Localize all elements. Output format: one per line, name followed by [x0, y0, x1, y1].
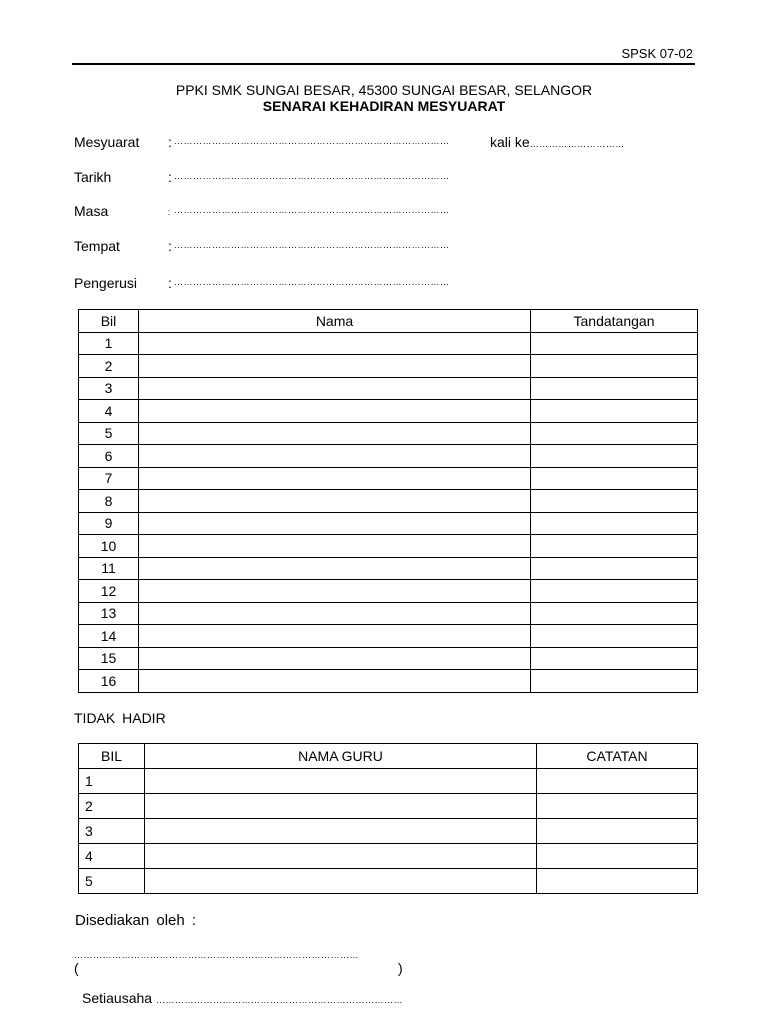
name-cell[interactable] — [139, 400, 531, 423]
row-number: 8 — [79, 490, 139, 513]
field-colon: : — [168, 208, 171, 217]
row-number: 1 — [79, 769, 145, 794]
signature-cell[interactable] — [531, 445, 698, 468]
remarks-cell[interactable] — [537, 869, 698, 894]
row-number: 11 — [79, 557, 139, 580]
name-cell[interactable] — [139, 557, 531, 580]
name-paren-close: ) — [398, 960, 403, 976]
table-row — [79, 819, 698, 844]
name-cell[interactable] — [139, 647, 531, 670]
field-colon: : — [168, 275, 172, 291]
attendance-rows — [79, 332, 698, 692]
absent-rows — [79, 769, 698, 894]
prepared-by-label: Disediakan oleh : — [75, 912, 197, 929]
fill-line[interactable]: …………………………………………………………………………… — [174, 171, 450, 181]
signature-cell[interactable] — [531, 400, 698, 423]
absent-table — [78, 743, 698, 894]
row-number: 3 — [79, 377, 139, 400]
table-row — [79, 647, 698, 670]
signature-cell[interactable] — [531, 355, 698, 378]
row-number: 2 — [79, 355, 139, 378]
table-row — [79, 490, 698, 513]
remarks-cell[interactable] — [537, 794, 698, 819]
signature-cell[interactable] — [531, 670, 698, 693]
column-header-nama-guru: NAMA GURU — [145, 744, 537, 769]
field-label: Masa — [74, 203, 109, 219]
name-cell[interactable] — [139, 377, 531, 400]
fill-line[interactable]: ………………………… — [529, 139, 625, 149]
table-row — [79, 769, 698, 794]
remarks-cell[interactable] — [537, 769, 698, 794]
row-number: 5 — [79, 869, 145, 894]
form-code: SPSK 07-02 — [621, 46, 693, 61]
name-cell[interactable] — [139, 580, 531, 603]
fill-line[interactable]: …………………………………………………………………… — [155, 995, 403, 1005]
signature-cell[interactable] — [531, 490, 698, 513]
teacher-name-cell[interactable] — [145, 844, 537, 869]
signature-cell[interactable] — [531, 332, 698, 355]
table-row — [79, 445, 698, 468]
table-row — [79, 400, 698, 423]
name-cell[interactable] — [139, 355, 531, 378]
school-address: PPKI SMK SUNGAI BESAR, 45300 SUNGAI BESAR, SELANGOR — [175, 82, 593, 98]
table-row — [79, 670, 698, 693]
fill-line[interactable]: …………………………………………………………………………… — [174, 136, 450, 146]
table-row — [79, 422, 698, 445]
table-header-row — [79, 310, 698, 333]
fill-line[interactable]: …………………………………………………………………………… — [174, 277, 450, 287]
teacher-name-cell[interactable] — [145, 819, 537, 844]
column-header-bil: BIL — [79, 744, 145, 769]
field-colon: : — [168, 169, 172, 185]
name-cell[interactable] — [139, 332, 531, 355]
row-number: 4 — [79, 844, 145, 869]
row-number: 1 — [79, 332, 139, 355]
field-label: Pengerusi — [74, 275, 138, 291]
name-cell[interactable] — [139, 490, 531, 513]
teacher-name-cell[interactable] — [145, 869, 537, 894]
row-number: 9 — [79, 512, 139, 535]
signature-line[interactable]: ……………………………………………………………………………… — [74, 950, 359, 960]
table-row — [79, 580, 698, 603]
signature-cell[interactable] — [531, 602, 698, 625]
name-paren-open: ( — [74, 960, 79, 976]
row-number: 10 — [79, 535, 139, 558]
row-number: 14 — [79, 625, 139, 648]
field-colon: : — [168, 238, 172, 254]
kali-ke-label: kali ke — [490, 134, 530, 150]
row-number: 2 — [79, 794, 145, 819]
row-number: 5 — [79, 422, 139, 445]
field-label: Mesyuarat — [74, 134, 140, 150]
teacher-name-cell[interactable] — [145, 794, 537, 819]
column-header-nama: Nama — [139, 310, 531, 333]
signature-cell[interactable] — [531, 557, 698, 580]
field-colon: : — [168, 134, 172, 150]
remarks-cell[interactable] — [537, 844, 698, 869]
name-cell[interactable] — [139, 422, 531, 445]
row-number: 3 — [79, 819, 145, 844]
column-header-catatan: CATATAN — [537, 744, 698, 769]
teacher-name-cell[interactable] — [145, 769, 537, 794]
table-row — [79, 869, 698, 894]
field-label: Tarikh — [74, 169, 112, 185]
signature-cell[interactable] — [531, 535, 698, 558]
row-number: 6 — [79, 445, 139, 468]
signature-cell[interactable] — [531, 647, 698, 670]
name-cell[interactable] — [139, 670, 531, 693]
table-row — [79, 467, 698, 490]
signature-cell[interactable] — [531, 377, 698, 400]
table-row — [79, 625, 698, 648]
fill-line[interactable]: …………………………………………………………………………… — [174, 205, 450, 215]
signature-cell[interactable] — [531, 625, 698, 648]
field-label: Tempat — [74, 238, 120, 254]
absent-section-title: TIDAK HADIR — [74, 710, 166, 726]
remarks-cell[interactable] — [537, 819, 698, 844]
table-row — [79, 355, 698, 378]
fill-line[interactable]: …………………………………………………………………………… — [174, 240, 450, 250]
signature-cell[interactable] — [531, 580, 698, 603]
name-cell[interactable] — [139, 445, 531, 468]
table-row — [79, 844, 698, 869]
name-cell[interactable] — [139, 535, 531, 558]
name-cell[interactable] — [139, 512, 531, 535]
table-row — [79, 377, 698, 400]
column-header-tandatangan: Tandatangan — [531, 310, 698, 333]
table-row — [79, 332, 698, 355]
secretary-label: Setiausaha — [82, 990, 153, 1006]
row-number: 12 — [79, 580, 139, 603]
secretary-field[interactable] — [82, 990, 403, 1006]
signature-cell[interactable] — [531, 512, 698, 535]
header-rule — [72, 63, 695, 65]
row-number: 16 — [79, 670, 139, 693]
row-number: 4 — [79, 400, 139, 423]
name-cell[interactable] — [139, 602, 531, 625]
attendance-table — [78, 309, 698, 693]
document-title: SENARAI KEHADIRAN MESYUARAT — [262, 98, 506, 114]
row-number: 15 — [79, 647, 139, 670]
table-row — [79, 535, 698, 558]
name-cell[interactable] — [139, 467, 531, 490]
table-row — [79, 512, 698, 535]
row-number: 13 — [79, 602, 139, 625]
kali-ke-field[interactable] — [490, 134, 625, 150]
column-header-bil: Bil — [79, 310, 139, 333]
row-number: 7 — [79, 467, 139, 490]
table-row — [79, 602, 698, 625]
table-row — [79, 794, 698, 819]
signature-cell[interactable] — [531, 467, 698, 490]
name-cell[interactable] — [139, 625, 531, 648]
signature-cell[interactable] — [531, 422, 698, 445]
table-row — [79, 557, 698, 580]
table-header-row — [79, 744, 698, 769]
